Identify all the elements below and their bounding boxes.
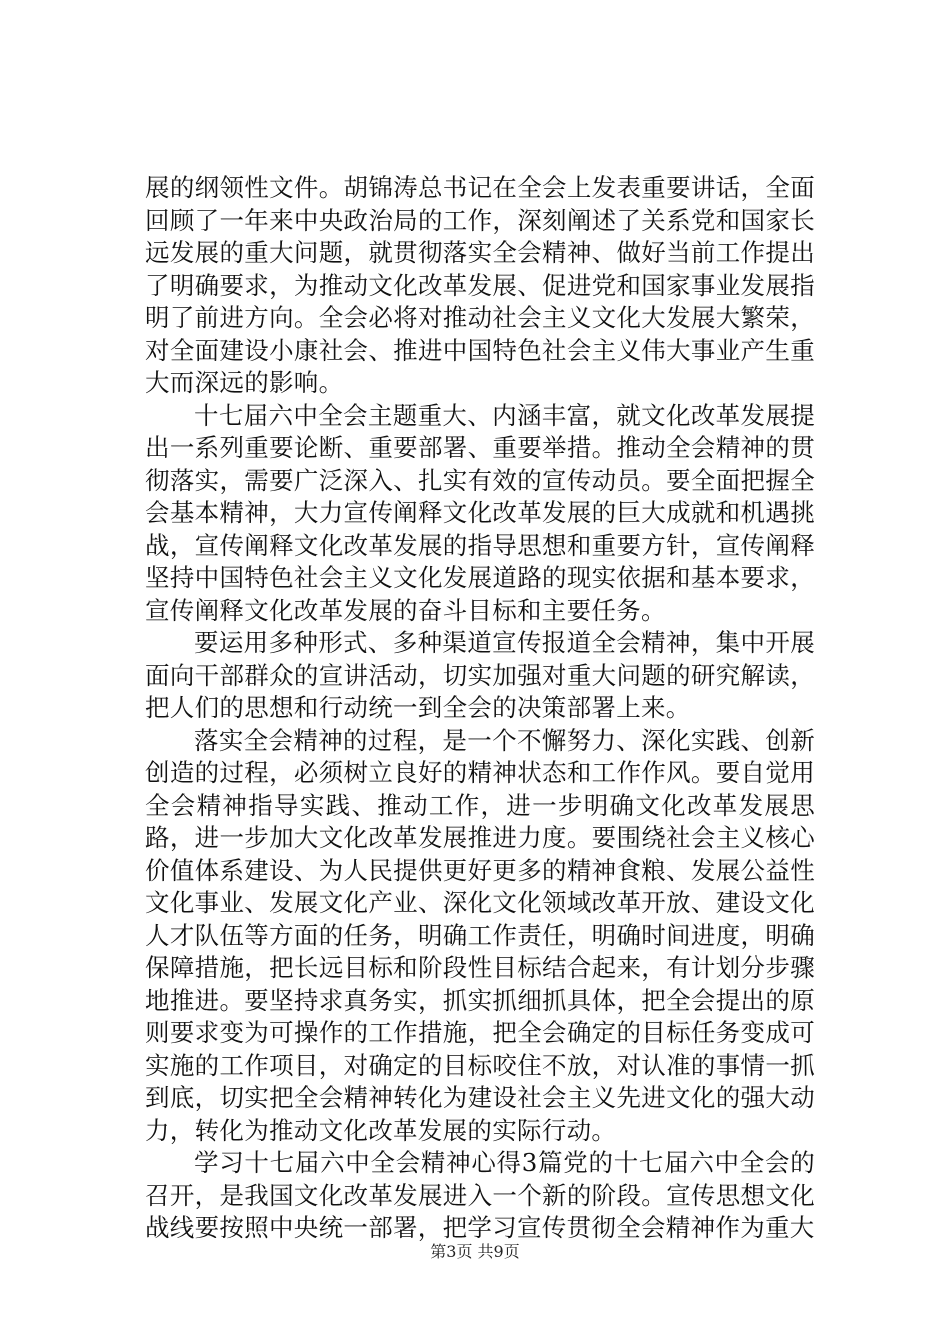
paragraph-1: 展的纲领性文件。胡锦涛总书记在全会上发表重要讲话，全面回顾了一年来中央政治局的工作，深刻阐述了关系党和国家长远发展的重大问题，就贯彻落实全会精神、做好当前工作提出了明确要求，为推动文化改革发展、促进党和国家事业发展指明了前进方向。全会必将对推动社会主义文化大发展大繁荣，对全面建设小康社会、推进中国特色社会主义伟大事业产生重大而深远的影响。: [145, 173, 815, 397]
paragraph-4: 落实全会精神的过程，是一个不懈努力、深化实践、创新创造的过程，必须树立良好的精神状态和工作作风。要自觉用全会精神指导实践、推动工作，进一步明确文化改革发展思路，进一步加大文化改革发展推进力度。要围绕社会主义核心价值体系建设、为人民提供更好更多的精神食粮、发展公益性文化事业、发展文化产业、深化文化领域改革开放、建设文化人才队伍等方面的任务，明确工作责任，明确时间进度，明确保障措施，把长远目标和阶段性目标结合起来，有计划分步骤地推进。要坚持求真务实，抓实抓细抓具体，把全会提出的原则要求变为可操作的工作措施，把全会确定的目标任务变成可实施的工作项目，对确定的目标咬住不放，对认准的事情一抓到底，切实把全会精神转化为建设社会主义先进文化的强大动力，转化为推动文化改革发展的实际行动。: [145, 725, 815, 1145]
document-body: [145, 172, 815, 1245]
paragraph-5: 学习十七届六中全会精神心得3篇党的十七届六中全会的召开，是我国文化改革发展进入一个新的阶段。宣传思想文化战线要按照中央统一部署，把学习宣传贯彻全会精神作为重大: [145, 1148, 815, 1242]
paragraph-3: 要运用多种形式、多种渠道宣传报道全会精神，集中开展面向干部群众的宣讲活动，切实加强对重大问题的研究解读，把人们的思想和行动统一到全会的决策部署上来。: [145, 628, 815, 722]
page-number-footer: 第3页 共9页: [430, 1242, 520, 1261]
paragraph-2: 十七届六中全会主题重大、内涵丰富，就文化改革发展提出一系列重要论断、重要部署、重要举措。推动全会精神的贯彻落实，需要广泛深入、扎实有效的宣传动员。要全面把握全会基本精神，大力宣传阐释文化改革发展的巨大成就和机遇挑战，宣传阐释文化改革发展的指导思想和重要方针，宣传阐释坚持中国特色社会主义文化发展道路的现实依据和基本要求，宣传阐释文化改革发展的奋斗目标和主要任务。: [145, 400, 815, 625]
